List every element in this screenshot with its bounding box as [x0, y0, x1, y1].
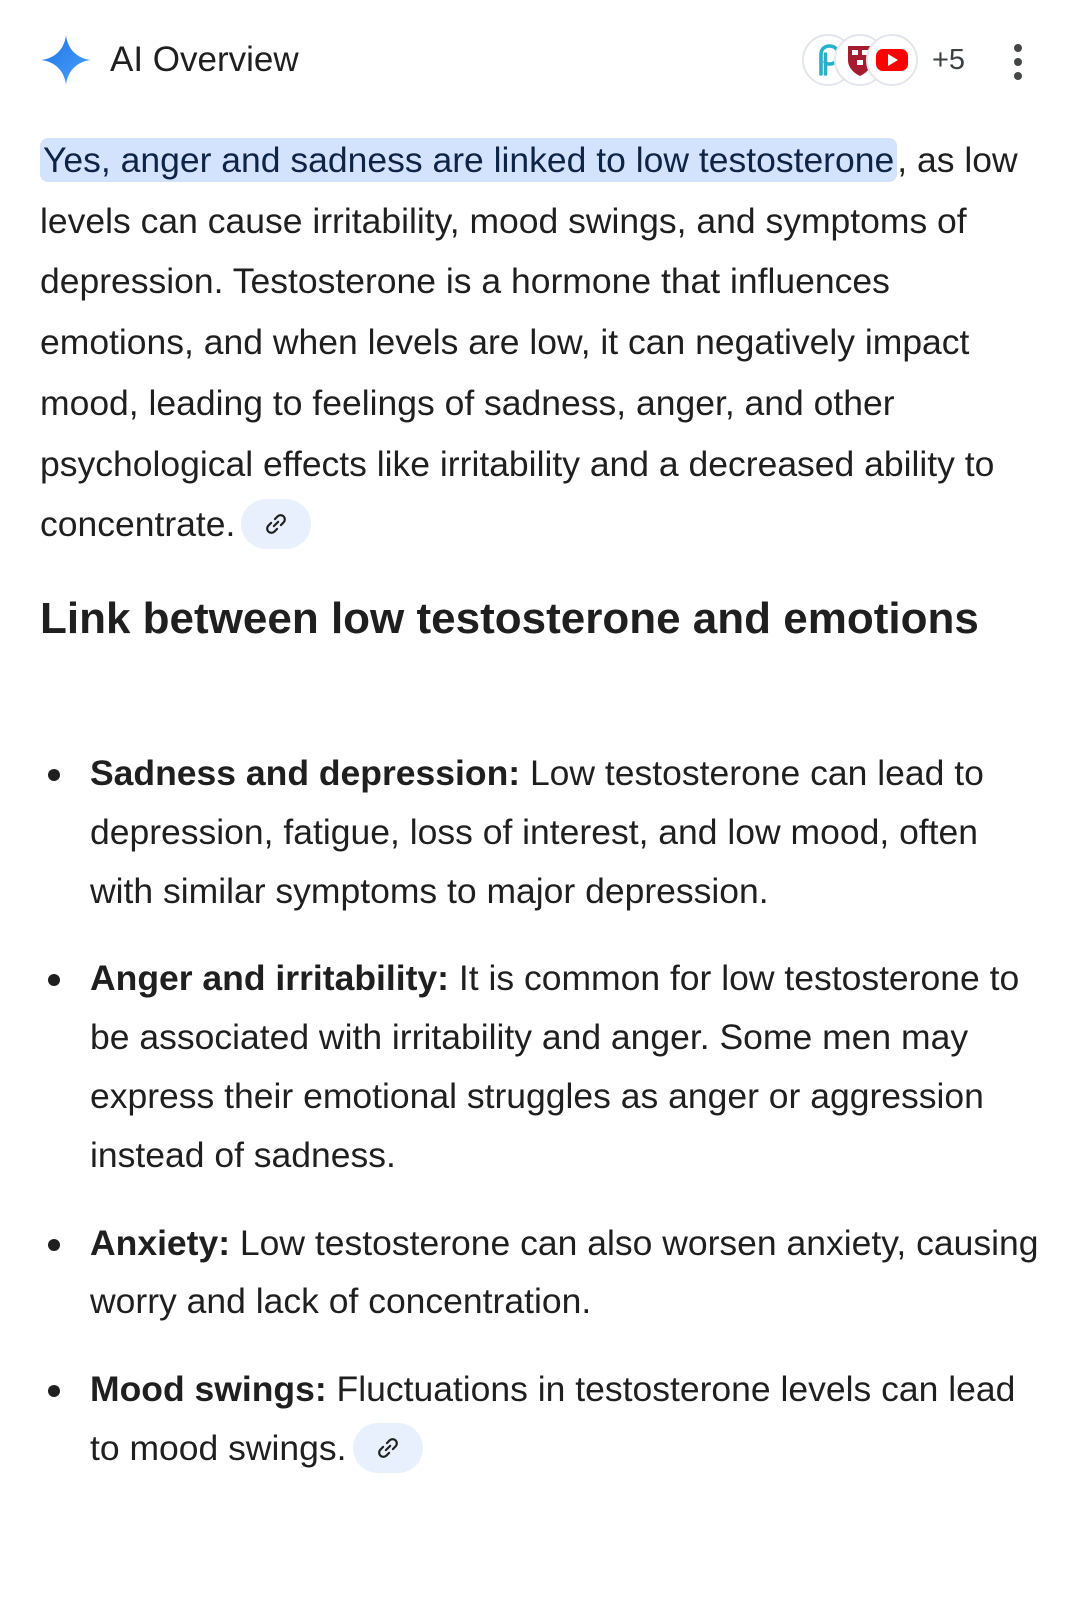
youtube-icon[interactable]	[866, 34, 918, 86]
list-item	[40, 949, 1050, 1184]
bullet-dot	[48, 1239, 60, 1251]
list-item	[40, 744, 1050, 920]
bullet-text: Low testosterone can also worsen anxiety, causing worry and lack of concentration.	[90, 1222, 1039, 1322]
source-favicons[interactable]	[802, 34, 918, 86]
link-icon	[263, 511, 289, 537]
bullet-text: It is common for low testosterone to be associated with irritability and anger. Some men may express their emotional struggles as anger or aggression instead of sadness.	[90, 958, 1020, 1175]
list-item	[40, 1360, 1050, 1478]
source-link-chip[interactable]	[241, 499, 311, 549]
bullet-term: Sadness and depression:	[90, 753, 521, 793]
bullet-text: Low testosterone can lead to depression, fatigue, loss of interest, and low mood, often with similar symptoms to major depression.	[90, 753, 984, 911]
link-icon	[375, 1435, 401, 1461]
header-title: AI Overview	[110, 40, 299, 79]
ai-overview-header	[0, 0, 1080, 120]
section-heading: Link between low testosterone and emotions	[40, 594, 979, 643]
bullet-term: Mood swings:	[90, 1369, 327, 1410]
more-sources-count[interactable]: +5	[932, 44, 966, 76]
bullet-term: Anxiety:	[90, 1222, 231, 1263]
bullet-dot	[48, 1385, 60, 1397]
overview-summary	[40, 130, 1050, 555]
emotion-effects-list	[40, 744, 1050, 1507]
highlighted-answer: Yes, anger and sadness are linked to low testosterone	[40, 138, 897, 182]
bullet-text: Fluctuations in testosterone levels can lead to mood swings.	[90, 1369, 1016, 1468]
source-link-chip[interactable]	[353, 1423, 423, 1473]
summary-text: , as low levels can cause irritability, mood swings, and symptoms of depression. Testosterone is a hormone that influences emotions, and when levels are low, it can negatively impact mood, leading to feelings of sadness, anger, and other psychological effects like irritability and a decreased ability to concentrate.	[40, 140, 1018, 545]
bullet-term: Anger and irritability:	[90, 958, 449, 999]
gemini-sparkle-icon	[40, 34, 92, 86]
bullet-dot	[48, 769, 60, 781]
more-vert-icon[interactable]	[1010, 44, 1026, 80]
bullet-dot	[48, 974, 60, 986]
list-item	[40, 1214, 1050, 1332]
